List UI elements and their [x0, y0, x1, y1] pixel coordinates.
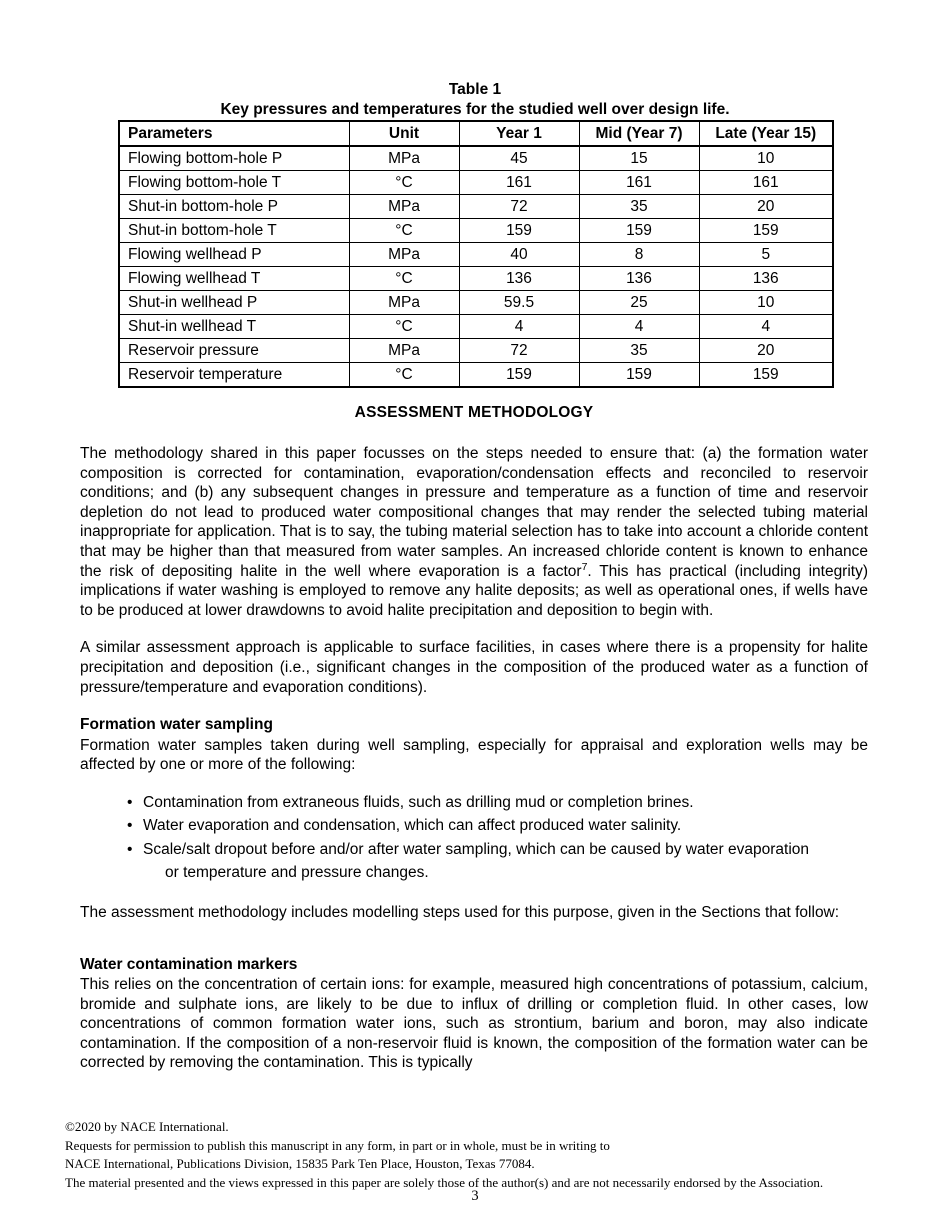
subheading-formation-water-sampling: Formation water sampling [80, 716, 273, 734]
column-header-mid: Mid (Year 7) [579, 121, 699, 146]
table-row [119, 315, 833, 339]
table-row [119, 243, 833, 267]
cell-year1: 159 [459, 363, 579, 388]
cell-late: 136 [699, 267, 833, 291]
cell-mid: 35 [579, 339, 699, 363]
reference-marker: 7 [581, 560, 588, 573]
cell-year1: 159 [459, 219, 579, 243]
column-header-late: Late (Year 15) [699, 121, 833, 146]
cell-unit: MPa [349, 291, 459, 315]
page-content [80, 404, 868, 1073]
paragraph-text-continued: . This has practical (including integrity) implications if water washing is employed to remove any halite deposits; as well as operational ones, if wells have to be produced at lower drawdowns to avoid halite precipitation and deposition to begin with. [80, 562, 869, 619]
list-item-continuation: or temperature and pressure changes. [165, 864, 429, 882]
cell-parameter: Reservoir pressure [119, 339, 349, 363]
cell-late: 5 [699, 243, 833, 267]
cell-parameter: Reservoir temperature [119, 363, 349, 388]
table-caption-label: Table 1 [448, 81, 502, 98]
table-row [119, 339, 833, 363]
cell-unit: °C [349, 219, 459, 243]
cell-mid: 159 [579, 363, 699, 388]
paragraph-contamination-markers: This relies on the concentration of certain ions: for example, measured high concentrations of potassium, calcium, bromide and sulphate ions, are likely to be due to influx of drilling or completion fluid. In other cases, low concentrations of common formation water ions, such as strontium, barium and boron, may also indicate contamination. If the composition of a non-reservoir fluid is known, the composition of the formation water can be corrected by removing the contamination. This is typically [80, 976, 868, 1072]
list-item-label: Scale/salt dropout before and/or after water sampling, which can be caused by water evaporation [143, 840, 810, 858]
cell-parameter: Flowing wellhead T [119, 267, 349, 291]
list-item-label: Contamination from extraneous fluids, such as drilling mud or completion brines. [143, 793, 694, 811]
cell-unit: °C [349, 171, 459, 195]
bullet-icon: • [127, 793, 133, 811]
cell-unit: MPa [349, 243, 459, 267]
table-row [119, 195, 833, 219]
column-header-parameters: Parameters [119, 121, 349, 146]
cell-mid: 161 [579, 171, 699, 195]
list-item [127, 791, 868, 815]
list-item [127, 838, 868, 885]
cell-mid: 8 [579, 243, 699, 267]
table-caption [80, 80, 870, 120]
cell-mid: 35 [579, 195, 699, 219]
table-row [119, 267, 833, 291]
footer-line-copyright: ©2020 by NACE International. [65, 1119, 229, 1134]
cell-mid: 15 [579, 146, 699, 171]
cell-year1: 4 [459, 315, 579, 339]
paragraph-text: The methodology shared in this paper focusses on the steps needed to ensure that: (a) the formation water composition is corrected for contamination, evaporation/condensation effects and reconciled to reservoir conditions; and (b) any subsequent changes in pressure and temperature as a function of time and reservoir depletion do not lead to produced water compositional changes that may render the selected tubing material inappropriate for application. That is to say, the tubing material selection has to take into account a chloride content that may be higher than that measured from water samples. An increased chloride content is known to enhance the risk of depositing halite in the well where evaporation is a factor [80, 445, 868, 580]
bullet-icon: • [127, 840, 133, 858]
cell-mid: 159 [579, 219, 699, 243]
cell-late: 159 [699, 363, 833, 388]
paragraph-modelling-steps: The assessment methodology includes modelling steps used for this purpose, given in the Sections that follow: [80, 903, 840, 921]
cell-late: 10 [699, 291, 833, 315]
cell-parameter: Flowing wellhead P [119, 243, 349, 267]
subheading-water-contamination-markers: Water contamination markers [80, 955, 298, 973]
cell-late: 20 [699, 195, 833, 219]
cell-year1: 136 [459, 267, 579, 291]
cell-parameter: Flowing bottom-hole P [119, 146, 349, 171]
cell-late: 159 [699, 219, 833, 243]
cell-unit: MPa [349, 339, 459, 363]
cell-late: 20 [699, 339, 833, 363]
copyright-footer [65, 1118, 865, 1192]
cell-mid: 136 [579, 267, 699, 291]
cell-unit: °C [349, 315, 459, 339]
paragraph-methodology-overview [80, 444, 868, 620]
table-caption-title: Key pressures and temperatures for the studied well over design life. [220, 101, 730, 118]
page-number: 3 [471, 1188, 479, 1204]
key-pressures-temperatures-table [118, 120, 834, 388]
table-row [119, 363, 833, 388]
column-header-year1: Year 1 [459, 121, 579, 146]
table-header-row [119, 121, 833, 146]
section-spacer [80, 941, 868, 955]
section-heading-assessment-methodology: ASSESSMENT METHODOLOGY [354, 404, 594, 421]
table-row [119, 291, 833, 315]
cell-parameter: Shut-in wellhead T [119, 315, 349, 339]
paragraph-formation-water-samples: Formation water samples taken during well sampling, especially for appraisal and exploration wells may be affected by one or more of the following: [80, 736, 868, 774]
cell-year1: 72 [459, 195, 579, 219]
column-header-unit: Unit [349, 121, 459, 146]
cell-year1: 72 [459, 339, 579, 363]
list-item-label: Water evaporation and condensation, which can affect produced water salinity. [143, 817, 682, 835]
cell-mid: 25 [579, 291, 699, 315]
cell-parameter: Flowing bottom-hole T [119, 171, 349, 195]
cell-unit: MPa [349, 195, 459, 219]
footer-line-address: NACE International, Publications Division, 15835 Park Ten Place, Houston, Texas 77084. [65, 1156, 535, 1171]
paragraph-surface-facilities: A similar assessment approach is applicable to surface facilities, in cases where there is a propensity for halite precipitation and deposition (i.e., significant changes in the composition of the produced water as a function of pressure/temperature and evaporation conditions). [80, 639, 868, 696]
footer-line-disclaimer: The material presented and the views expressed in this paper are solely those of the author(s) and are not necessarily endorsed by the Association. [65, 1174, 824, 1190]
cell-parameter: Shut-in bottom-hole T [119, 219, 349, 243]
cell-unit: °C [349, 267, 459, 291]
cell-parameter: Shut-in bottom-hole P [119, 195, 349, 219]
cell-late: 4 [699, 315, 833, 339]
cell-year1: 45 [459, 146, 579, 171]
cell-unit: °C [349, 363, 459, 388]
cell-mid: 4 [579, 315, 699, 339]
sampling-issues-list [80, 791, 868, 885]
cell-year1: 161 [459, 171, 579, 195]
bullet-icon: • [127, 817, 133, 835]
list-item [127, 814, 868, 838]
footer-line-permission: Requests for permission to publish this manuscript in any form, in part or in whole, must be in writing to [65, 1137, 610, 1153]
table-row [119, 146, 833, 171]
table-row [119, 219, 833, 243]
cell-unit: MPa [349, 146, 459, 171]
cell-year1: 40 [459, 243, 579, 267]
cell-year1: 59.5 [459, 291, 579, 315]
cell-parameter: Shut-in wellhead P [119, 291, 349, 315]
cell-late: 161 [699, 171, 833, 195]
table-row [119, 171, 833, 195]
cell-late: 10 [699, 146, 833, 171]
